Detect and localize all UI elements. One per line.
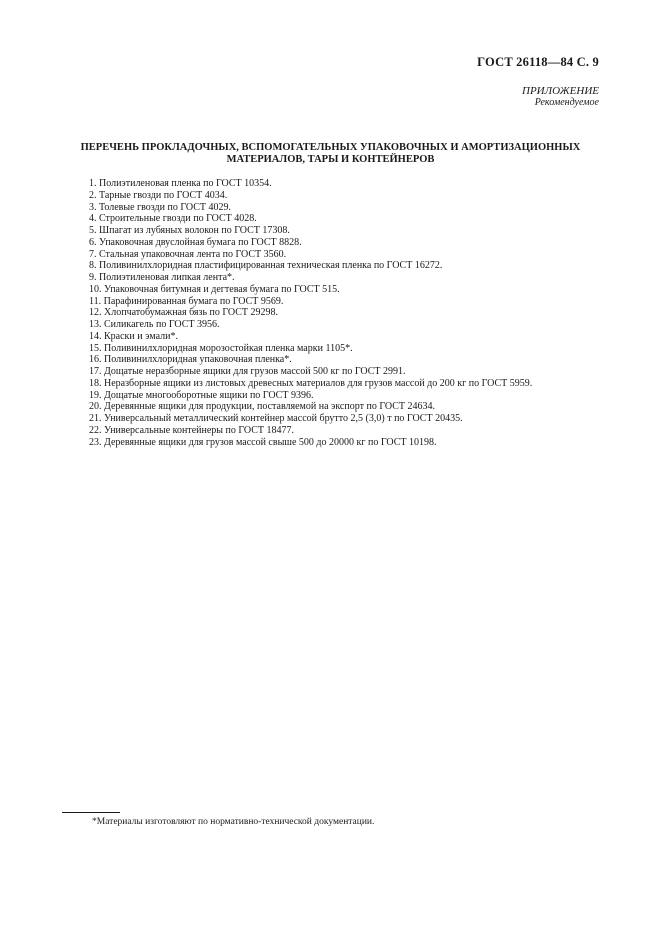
list-item: 20. Деревянные ящики для продукции, поставляемой на экспорт по ГОСТ 24634. [89,401,435,413]
list-item: 5. Шпагат из лубяных волокон по ГОСТ 17308. [89,225,290,236]
list-item: 16. Поливинилхлоридная упаковочная пленка*. [89,354,292,366]
page-title [60,142,601,166]
page-title-line-1: ПЕРЕЧЕНЬ ПРОКЛАДОЧНЫХ, ВСПОМОГАТЕЛЬНЫХ УПАКОВОЧНЫХ И АМОРТИЗАЦИОННЫХ [80,142,581,153]
list-item: 2. Тарные гвозди по ГОСТ 4034. [89,189,228,201]
list-item: 17. Дощатые неразборные ящики для грузов массой 500 кг по ГОСТ 2991. [89,366,406,377]
list-item: 4. Строительные гвозди по ГОСТ 4028. [89,213,257,225]
list-item: 22. Универсальные контейнеры по ГОСТ 18477. [89,424,295,436]
list-item: 15. Поливинилхлоридная морозостойкая пленка марки 1105*. [89,342,353,354]
list-item: 7. Стальная упаковочная лента по ГОСТ 3560. [89,248,287,260]
list-item: 23. Деревянные ящики для грузов массой свыше 500 до 20000 кг по ГОСТ 10198. [89,436,437,448]
list-item: 9. Полиэтиленовая липкая лента*. [89,272,235,283]
list-item: 13. Силикагель по ГОСТ 3956. [89,319,220,330]
list-item: 11. Парафинированная бумага по ГОСТ 9569. [89,295,284,307]
footnote-divider [62,812,120,813]
appendix-status: Рекомендуемое [534,97,599,108]
list-item: 10. Упаковочная битумная и дегтевая бумага по ГОСТ 515. [89,283,340,295]
list-item: 18. Неразборные ящики из листовых древесных материалов для грузов массой до 200 кг по ГОСТ 5959. [89,377,533,389]
list-item: 8. Поливинилхлоридная пластифицированная техническая пленка по ГОСТ 16272. [89,260,443,272]
list-item: 19. Дощатые многооборотные ящики по ГОСТ 9396. [89,389,314,401]
list-item: 14. Краски и эмали*. [89,330,178,342]
list-item: 3. Толевые гвозди по ГОСТ 4029. [89,201,232,213]
list-item: 12. Хлопчатобумажная бязь по ГОСТ 29298. [89,307,279,319]
appendix-label: ПРИЛОЖЕНИЕ [522,85,599,97]
list-item: 6. Упаковочная двуслойная бумага по ГОСТ 8828. [89,236,302,248]
appendix-block [522,86,599,108]
materials-list [89,178,619,448]
document-header: ГОСТ 26118—84 С. 9 [477,55,599,69]
list-item: 1. Полиэтиленовая пленка по ГОСТ 10354. [89,178,272,189]
footnote: *Материалы изготовляют по нормативно-технической документации. [92,817,375,827]
page-title-line-2: МАТЕРИАЛОВ, ТАРЫ И КОНТЕЙНЕРОВ [226,154,435,165]
list-item: 21. Универсальный металлический контейнер массой брутто 2,5 (3,0) т по ГОСТ 20435. [89,413,463,424]
